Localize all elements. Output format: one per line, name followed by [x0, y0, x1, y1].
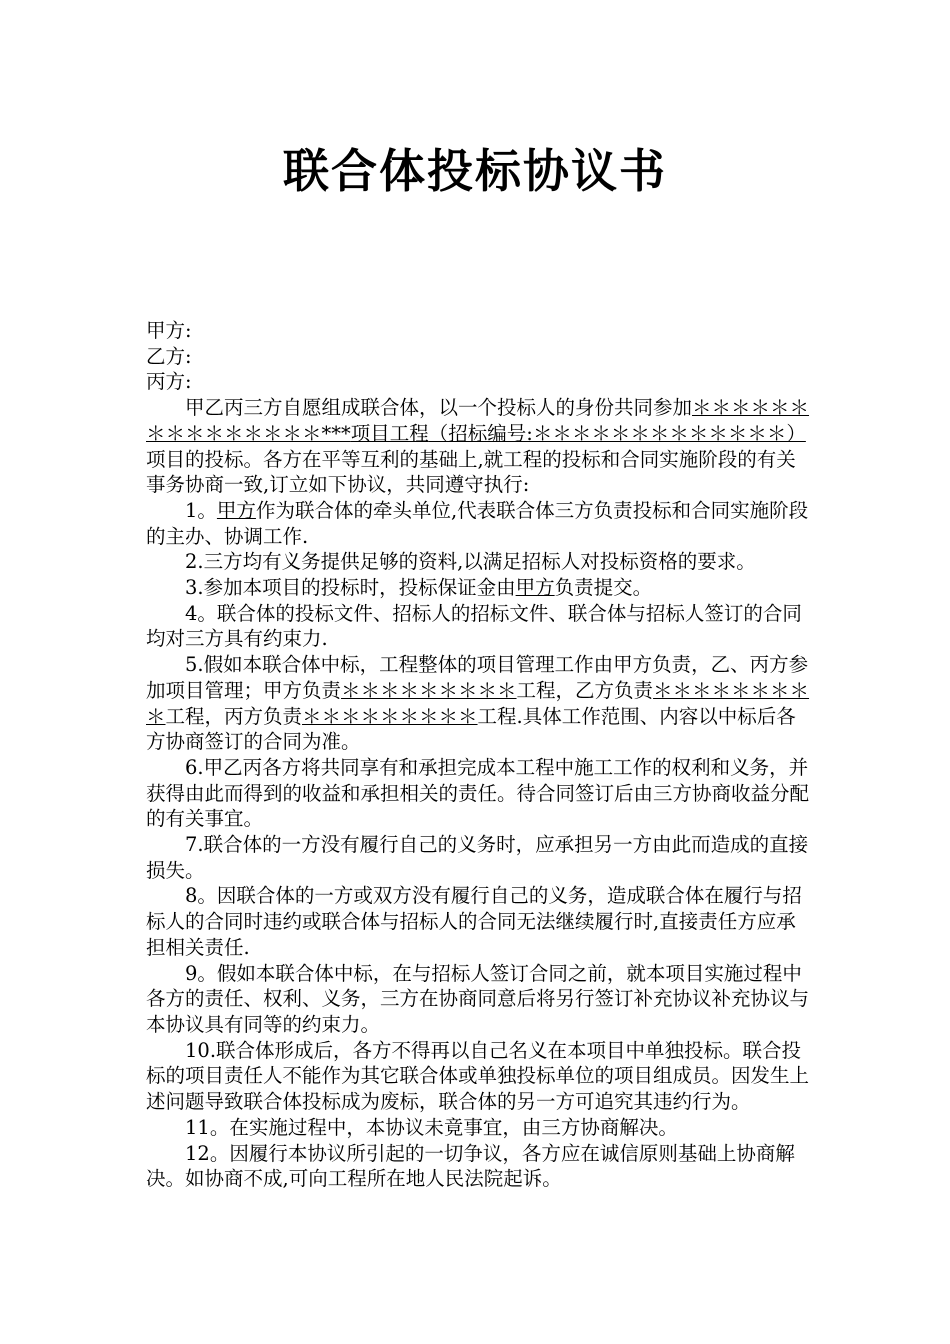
document-body: [146, 318, 814, 1192]
clause-3-text-b: 负责提交。: [554, 576, 653, 600]
intro-paragraph: [146, 395, 814, 498]
clause-10: 10.联合体形成后，各方不得再以自己名义在本项目中单独投标。联合投标的项目责任人不能作为其它联合体或单独投标单位的项目组成员。因发生上述问题导致联合体投标成为废标，联合体的另一方可追究其违约行为。: [146, 1038, 810, 1114]
clause-5-text-c: 工程，丙方负责: [165, 704, 303, 728]
clause-3: [146, 575, 814, 601]
clause-3-party: 甲方: [515, 576, 555, 600]
clause-5-text-b: 工程，乙方负责: [516, 678, 654, 702]
party-b-line: 乙方:: [146, 344, 192, 368]
clause-12: 12。因履行本协议所引起的一切争议，各方应在诚信原则基础上协商解决。如协商不成,可向工程所在地人民法院起诉。: [146, 1141, 795, 1191]
clause-1-number: 1。: [185, 498, 217, 522]
clause-7: 7.联合体的一方没有履行自己的义务时，应承担另一方由此而造成的直接损失。: [146, 833, 809, 882]
clause-11: 11。在实施过程中，本协议未竟事宜，由三方协商解决。: [185, 1115, 678, 1139]
clause-9: 9。假如本联合体中标，在与招标人签订合同之前，就本项目实施过程中各方的责任、权利、义务，三方在协商同意后将另行签订补充协议补充协议与本协议具有同等的约束力。: [146, 961, 810, 1036]
intro-text-b: 项目工程: [350, 421, 429, 445]
clause-5-text-d: 工程.具体工作范围、内容以中标后各方协商签订的合同为准。: [146, 704, 796, 754]
party-c-scope-blank: ＊＊＊＊＊＊＊＊＊: [302, 704, 478, 728]
intro-text-c: 项目的投标。各方在平等互利的基础上,就工程的投标和合同实施阶段的有关事务协商一致,订立如下协议，共同遵守执行:: [146, 447, 796, 497]
intro-text-a: 甲乙丙三方自愿组成联合体，以一个投标人的身份共同参加: [185, 396, 693, 420]
party-a-scope-blank: ＊＊＊＊＊＊＊＊＊: [341, 678, 517, 702]
clause-5: [146, 652, 814, 755]
clause-1: [146, 498, 814, 549]
party-c-line: 丙方:: [146, 370, 192, 394]
project-name-blank: ＊＊＊＊＊＊＊＊＊＊＊＊＊＊＊***: [146, 396, 810, 445]
clause-8: 8。因联合体的一方或双方没有履行自己的义务，造成联合体在履行与招标人的合同时违约或联合体与招标人的合同无法继续履行时,直接责任方应承担相关责任.: [146, 884, 802, 959]
party-b-scope-blank: ＊＊＊＊＊＊＊＊＊: [146, 678, 810, 728]
clause-5-text-a: 5.假如本联合体中标，工程整体的项目管理工作由甲方负责，乙、丙方参加项目管理；甲方负责: [146, 653, 809, 702]
document-title: 联合体投标协议书: [283, 144, 667, 198]
clause-2: 2.三方均有义务提供足够的资料,以满足招标人对投标资格的要求。: [185, 550, 756, 574]
clause-3-text-a: 3.参加本项目的投标时，投标保证金由: [185, 576, 516, 600]
party-a-line: 甲方:: [146, 319, 192, 342]
clause-6: 6.甲乙丙各方将共同享有和承担完成本工程中施工工作的权利和义务，并获得由此而得到的收益和承担相关的责任。待合同签订后由三方协商收益分配的有关事宜。: [146, 755, 810, 831]
clause-1-text: 作为联合体的牵头单位,代表联合体三方负责投标和合同实施阶段的主办、协调工作.: [146, 498, 809, 548]
clause-1-lead-party: 甲方: [216, 498, 256, 522]
clause-4: 4。联合体的投标文件、招标人的招标文件、联合体与招标人签订的合同均对三方具有约束力.: [146, 601, 802, 651]
bid-number-blank: （招标编号:＊＊＊＊＊＊＊＊＊＊＊＊＊）: [428, 421, 806, 445]
